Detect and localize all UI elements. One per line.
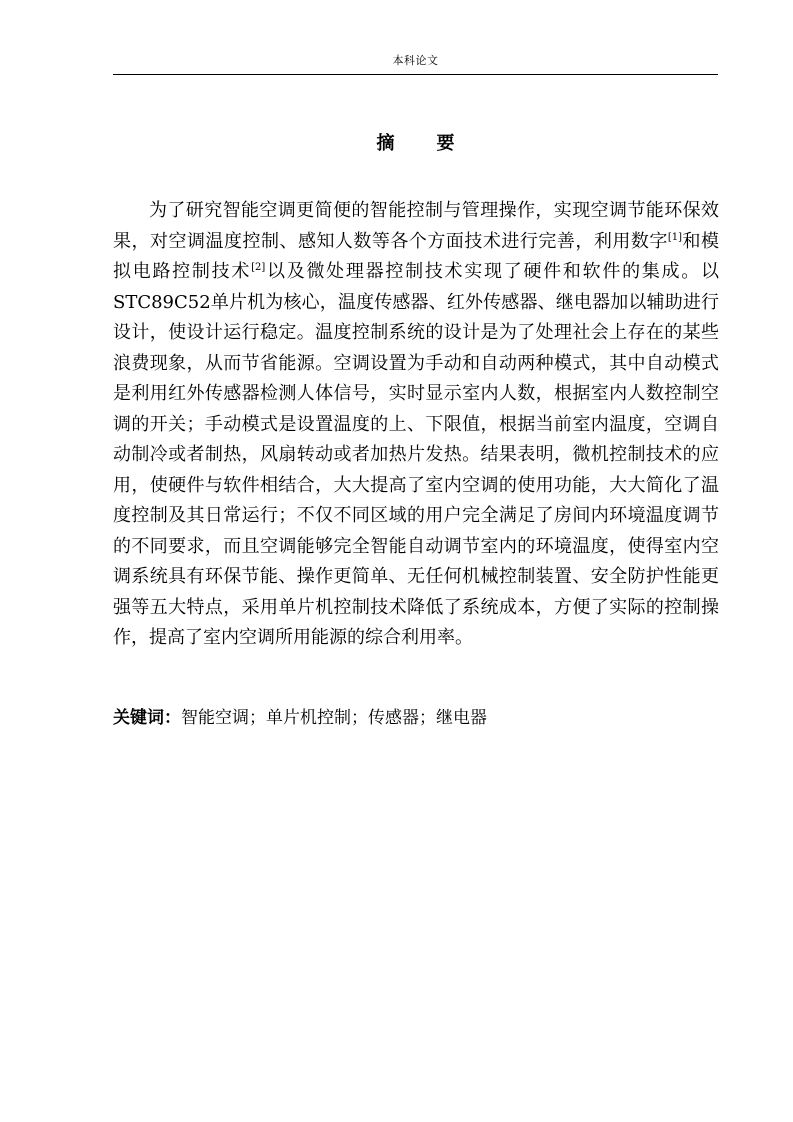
running-header-title: 本科论文 [392, 54, 439, 67]
citation-1[interactable]: [1] [667, 231, 683, 243]
abstract-paragraph [113, 196, 719, 654]
abstract-text-part-2: 和模拟电路控制技术 [113, 230, 720, 282]
abstract-heading-char-2: 要 [436, 133, 455, 154]
citation-2[interactable]: [2] [251, 262, 266, 273]
keywords-list: 智能空调；单片机控制；传感器；继电器 [181, 708, 487, 728]
keywords-line [113, 705, 719, 731]
abstract-heading [113, 132, 718, 156]
running-header [113, 52, 718, 75]
abstract-heading-char-1: 摘 [376, 133, 395, 154]
keywords-label: 关键词： [113, 708, 181, 728]
abstract-text-part-1: 为了研究智能空调更简便的智能控制与管理操作，实现空调节能环保效果，对空调温度控制、感知人数等各个方面技术进行完善，利用数字 [113, 200, 719, 252]
abstract-text-part-3: 以及微处理器控制技术实现了硬件和软件的集成。以STC89C52单片机为核心，温度传感器、红外传感器、继电器加以辅助进行设计，使设计运行稳定。温度控制系统的设计是为了处理社会上存在的某些浪费现象，从而节省能源。空调设置为手动和自动两种模式，其中自动模式是利用红外传感器检测人体信号，实时显示室内人数，根据室内人数控制空调的开关；手动模式是设置温度的上、下限值，根据当前室内温度，空调自动制冷或者制热，风扇转动或者加热片发热。结果表明，微机控制技术的应用，使硬件与软件相结合，大大提高了室内空调的使用功能，大大简化了温度控制及其日常运行；不仅不同区域的用户完全满足了房间内环境温度调节的不同要求，而且空调能够完全智能自动调节室内的环境温度，使得室内空调系统具有环保节能、操作更简单、无任何机械控制装置、安全防护性能更强等五大特点，采用单片机控制技术降低了系统成本，方便了实际的控制操作，提高了室内空调所用能源的综合利用率。 [113, 261, 719, 648]
